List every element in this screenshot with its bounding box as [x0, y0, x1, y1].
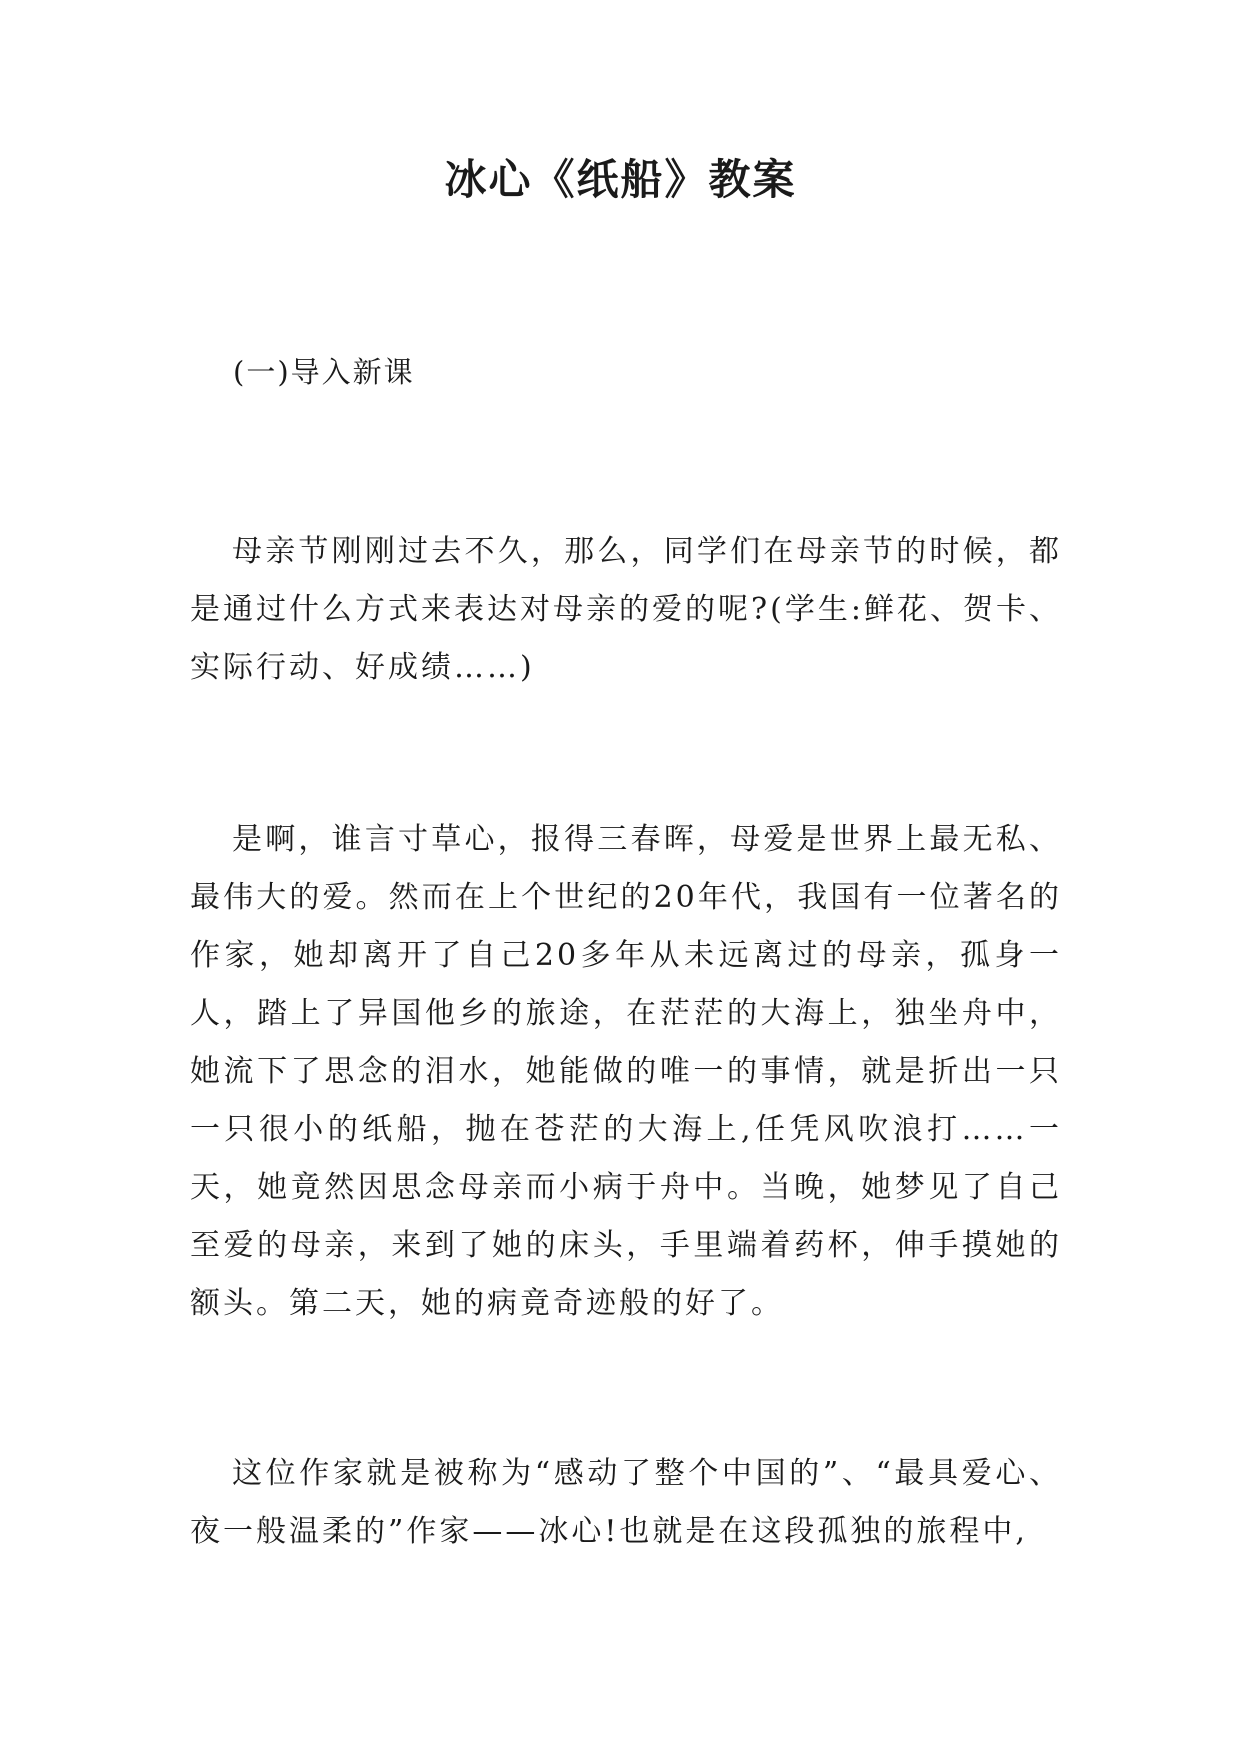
- paragraph-story: 是啊，谁言寸草心，报得三春晖，母爱是世界上最无私、最伟大的爱。然而在上个世纪的20年代，我国有一位著名的作家，她却离开了自己20多年从未远离过的母亲，孤身一人，踏上了异国他乡的旅途，在茫茫的大海上，独坐舟中，她流下了思念的泪水，她能做的唯一的事情，就是折出一只一只很小的纸船，抛在苍茫的大海上,任凭风吹浪打……一天，她竟然因思念母亲而小病于舟中。当晚，她梦见了自己至爱的母亲，来到了她的床头，手里端着药杯，伸手摸她的额头。第二天，她的病竟奇迹般的好了。: [190, 822, 1062, 1321]
- paragraph-intro: 母亲节刚刚过去不久，那么，同学们在母亲节的时候，都是通过什么方式来表达对母亲的爱的呢?(学生:鲜花、贺卡、实际行动、好成绩……): [190, 534, 1062, 685]
- document-title: 冰心《纸船》教案: [444, 155, 797, 204]
- section-heading: (一)导入新课: [233, 355, 415, 389]
- paragraph-author: 这位作家就是被称为“感动了整个中国的”、“最具爱心、夜一般温柔的”作家——冰心!也就是在这段孤独的旅程中,: [190, 1456, 1062, 1549]
